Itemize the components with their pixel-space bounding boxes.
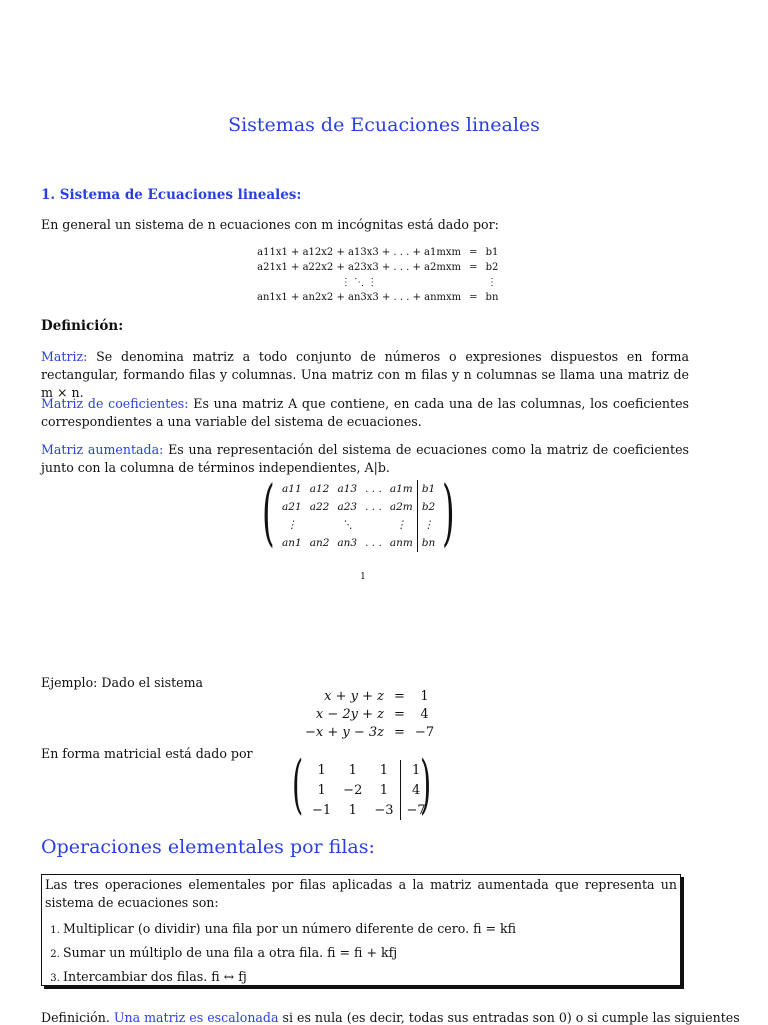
term-matriz: Matriz: — [41, 349, 88, 364]
table-cell: 4 — [420, 707, 429, 722]
definition-matriz — [41, 348, 689, 402]
page-title: Sistemas de Ecuaciones lineales — [228, 114, 540, 136]
left-paren: ( — [262, 470, 275, 554]
table-cell: 1 — [379, 782, 389, 798]
table-cell: a12 — [309, 483, 330, 495]
table-cell: an2 — [309, 537, 330, 549]
example-intro: Ejemplo: Dado el sistema — [41, 675, 204, 690]
text-coeficientes: Es una matriz A que contiene, en cada una de las columnas, los coeficientes correspondientes a una variable del sistema de ecuaciones. — [41, 396, 690, 429]
table-cell: = — [394, 707, 405, 722]
table-cell: a21x1 + a22x2 + a23x3 + . . . + a2mxm — [257, 262, 461, 273]
table-cell: = — [469, 292, 478, 303]
table-row — [253, 260, 502, 275]
table-cell: 1 — [379, 762, 389, 778]
table-cell: b1 — [485, 247, 499, 258]
table-row — [278, 534, 439, 552]
matrix-intro: En forma matricial está dado por — [41, 746, 253, 761]
definition-aumentada — [41, 441, 689, 477]
definition-coeficientes — [41, 395, 689, 431]
operations-intro: Las tres operaciones elementales por filas aplicadas a la matriz aumentada que representa un sistema de ecuaciones son: — [45, 877, 677, 910]
definition-heading: Definición: — [41, 318, 124, 334]
table-row — [278, 480, 439, 498]
escalonada-term: Una matriz es escalonada — [113, 1010, 279, 1025]
table-cell: = — [469, 247, 478, 258]
section-intro: En general un sistema de n ecuaciones con m incógnitas está dado por: — [41, 217, 499, 232]
table-cell: 4 — [400, 780, 432, 800]
table-cell: . . . — [365, 483, 382, 495]
example-system — [300, 688, 439, 742]
table-cell: bn — [485, 292, 499, 303]
table-cell: b1 — [417, 480, 439, 498]
table-cell: . . . — [365, 537, 382, 549]
operations-list — [45, 920, 677, 986]
table-cell: ⋮ — [396, 519, 407, 531]
table-cell: a22 — [309, 501, 330, 513]
table-cell: a11x1 + a12x2 + a13x3 + . . . + a1mxm — [257, 247, 461, 258]
table-cell: a23 — [337, 501, 358, 513]
table-cell: ⋱ — [342, 519, 353, 531]
table-cell: −7 — [414, 725, 435, 740]
table-cell: 1 — [400, 760, 432, 780]
table-row — [253, 275, 502, 290]
table-row — [253, 290, 502, 305]
table-row — [300, 706, 439, 724]
table-cell: b2 — [485, 262, 499, 273]
table-cell: ⋮ — [486, 277, 497, 288]
table-cell: an3 — [337, 537, 358, 549]
table-cell: x + y + z — [324, 689, 385, 704]
table-row — [253, 245, 502, 260]
table-cell: a13 — [337, 483, 358, 495]
last-line — [41, 1010, 740, 1025]
table-cell — [306, 516, 334, 534]
example-matrix — [292, 748, 432, 822]
table-cell: 1 — [348, 802, 357, 818]
table-row — [300, 724, 439, 742]
table-cell: 1 — [317, 782, 326, 798]
right-paren: ) — [420, 748, 432, 822]
table-cell: = — [394, 725, 405, 740]
table-cell: −1 — [312, 802, 332, 818]
general-system — [253, 245, 502, 305]
text-matriz: Se denomina matriz a todo conjunto de números o expresiones dispuestos en forma rectangular, formando filas y columnas. Una matriz con m filas y n columnas se llama una matriz de m × n. — [41, 349, 689, 400]
table-row — [300, 688, 439, 706]
table-cell: 1 — [348, 762, 357, 778]
last-text: si es nula (es decir, todas sus entradas son 0) o si cumple las siguientes — [278, 1010, 740, 1025]
table-cell: a11 — [282, 483, 302, 495]
operations-heading: Operaciones elementales por filas: — [41, 836, 375, 858]
table-cell: ⋮ ⋱ ⋮ — [340, 277, 378, 288]
table-cell: 1 — [420, 689, 429, 704]
table-row — [306, 760, 432, 780]
table-cell: an1x1 + an2x2 + an3x3 + . . . + anmxm — [257, 292, 462, 303]
table-cell: 1 — [317, 762, 326, 778]
table-cell: anm — [389, 537, 413, 549]
table-cell: ⋮ — [417, 516, 439, 534]
table-cell: . . . — [365, 501, 382, 513]
table-row — [278, 516, 439, 534]
table-cell: bn — [417, 534, 439, 552]
list-item: 3. Intercambiar dos filas. fi ↔ fj — [63, 968, 677, 986]
last-prefix: Definición. — [41, 1010, 114, 1025]
table-cell: a1m — [389, 483, 413, 495]
table-cell: −2 — [343, 782, 363, 798]
table-cell: a2m — [389, 501, 413, 513]
right-paren: ) — [442, 470, 455, 554]
table-cell — [465, 275, 481, 290]
table-cell: a21 — [282, 501, 302, 513]
left-paren: ( — [292, 748, 304, 822]
list-item: 1. Multiplicar (o dividir) una fila por un número diferente de cero. fi = kfi — [63, 920, 677, 938]
table-cell: −7 — [400, 800, 432, 820]
augmented-matrix — [262, 470, 455, 554]
term-coeficientes: Matriz de coeficientes: — [41, 396, 189, 411]
table-cell: an1 — [282, 537, 302, 549]
table-cell: b2 — [417, 498, 439, 516]
table-cell: = — [394, 689, 405, 704]
section-heading: 1. Sistema de Ecuaciones lineales: — [41, 187, 302, 203]
table-row — [306, 800, 432, 820]
table-cell: x − 2y + z — [315, 707, 385, 722]
table-cell: −3 — [374, 802, 394, 818]
table-cell: ⋮ — [286, 519, 298, 531]
table-cell: = — [469, 262, 478, 273]
operations-box — [41, 874, 681, 986]
page-number: 1 — [360, 572, 366, 582]
table-cell: −x + y − 3z — [305, 725, 385, 740]
list-item: 2. Sumar un múltiplo de una fila a otra fila. fi = fi + kfj — [63, 944, 677, 962]
table-row — [278, 498, 439, 516]
table-cell — [361, 516, 386, 534]
table-row — [306, 780, 432, 800]
term-aumentada: Matriz aumentada: — [41, 442, 164, 457]
text-aumentada: Es una representación del sistema de ecuaciones como la matriz de coeficientes junto con la columna de términos independientes, A|b. — [41, 442, 689, 475]
